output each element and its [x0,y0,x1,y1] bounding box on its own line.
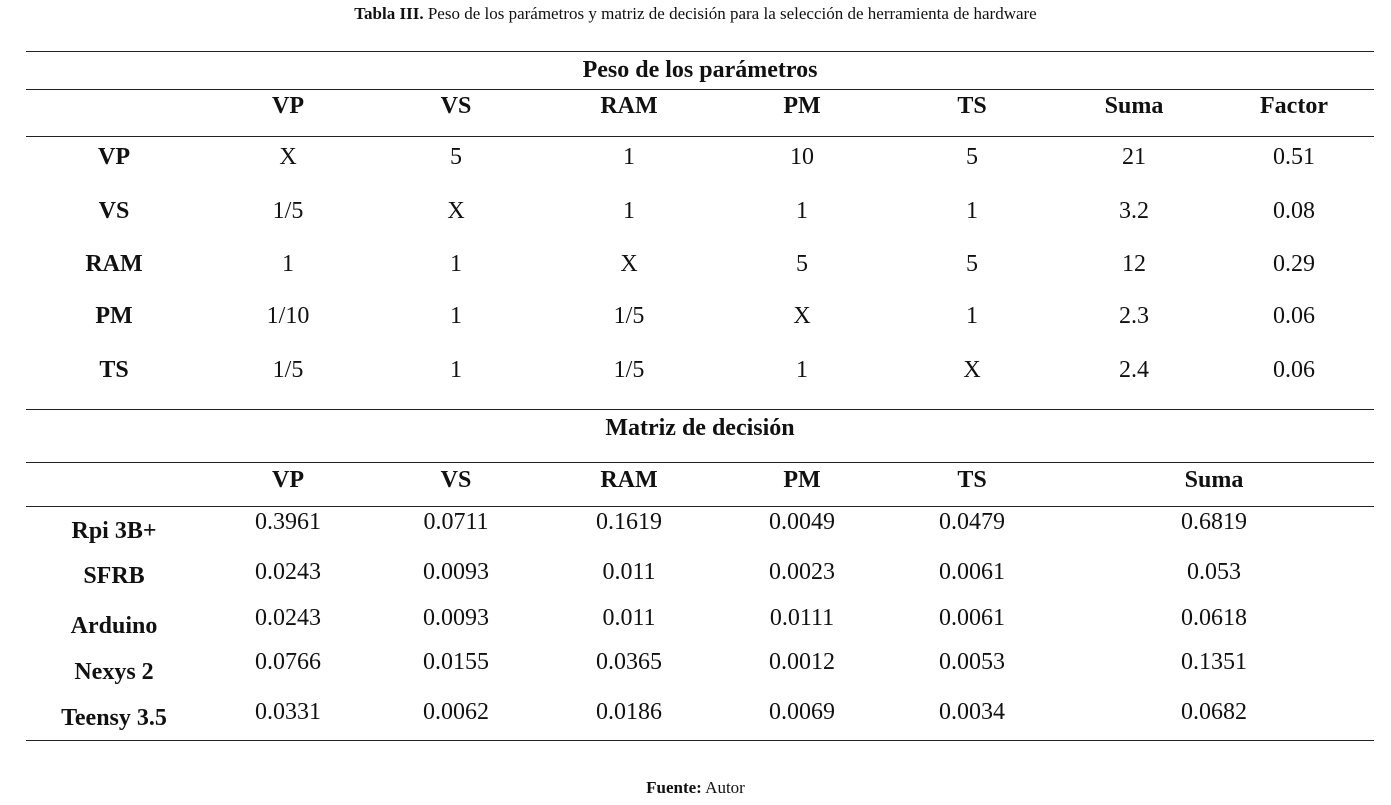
table-cell: 0.011 [602,605,656,631]
table-cell: 1/5 [272,198,304,224]
table-cell: 1 [450,251,462,277]
decision-section-title: Matriz de decisión [605,415,795,441]
table-cell: 0.0049 [769,509,835,535]
table-source [0,778,1391,798]
table-cell: 0.08 [1273,198,1315,224]
decision-header-cell: VP [272,467,304,493]
table-cell: 1 [623,144,635,170]
table-cell: 10 [790,144,814,170]
table-cell: 3.2 [1119,198,1149,224]
row-label: Teensy 3.5 [61,705,167,731]
table-cell: 0.0243 [255,559,321,585]
source-label: Fuente: [646,778,702,797]
decision-title-rule [26,462,1374,463]
table-cell: X [279,144,297,170]
table-cell: 0.0061 [939,605,1005,631]
decision-header-cell: VS [440,467,472,493]
table-cell: 0.011 [602,559,656,585]
table-cell: 1 [796,198,808,224]
decision-top-rule [26,409,1374,410]
table-cell: 0.0093 [423,605,489,631]
caption-text: Peso de los parámetros y matriz de decisión para la selección de herramienta de hardware [427,4,1037,23]
table-cell: 1/5 [613,303,645,329]
top-rule [26,51,1374,52]
weights-section-title: Peso de los parámetros [582,57,818,83]
decision-header-cell: Suma [1184,467,1244,493]
table-cell: 0.1351 [1181,649,1247,675]
weights-header-cell: TS [957,93,987,119]
table-cell: 0.0012 [769,649,835,675]
bottom-rule [26,740,1374,741]
table-cell: 0.0186 [596,699,662,725]
table-cell: 2.4 [1119,357,1149,383]
row-label: VP [98,144,130,170]
table-cell: X [963,357,981,383]
table-cell: 1 [282,251,294,277]
row-label: Nexys 2 [74,659,154,685]
table-cell: 1 [450,303,462,329]
caption-label: Tabla III. [354,4,424,23]
table-cell: 5 [966,251,978,277]
table-cell: 0.053 [1187,559,1241,585]
table-cell: 1 [623,198,635,224]
row-label: VS [98,198,130,224]
table-cell: 0.0069 [769,699,835,725]
table-cell: 12 [1122,251,1146,277]
weights-header-cell: Factor [1260,93,1328,119]
table-cell: 0.0365 [596,649,662,675]
table-cell: 1 [796,357,808,383]
table-cell: 0.0711 [423,509,489,535]
table-cell: 0.0093 [423,559,489,585]
table-cell: 0.0023 [769,559,835,585]
table-cell: 1/5 [613,357,645,383]
decision-header-cell: TS [957,467,987,493]
table-cell: 1 [966,198,978,224]
table-cell: 5 [966,144,978,170]
row-label: Rpi 3B+ [71,518,157,544]
weights-title-rule [26,89,1374,90]
table-cell: 0.0111 [769,605,835,631]
table-cell: 0.0331 [255,699,321,725]
table-cell: X [447,198,465,224]
table-cell: 0.29 [1273,251,1315,277]
table-caption [0,4,1391,24]
weights-header-cell: PM [783,93,821,119]
table-cell: 0.0479 [939,509,1005,535]
weights-header-cell: RAM [600,93,658,119]
table-cell: 0.51 [1273,144,1315,170]
table-cell: 0.0618 [1181,605,1247,631]
table-cell: 0.0034 [939,699,1005,725]
row-label: PM [95,303,133,329]
table-cell: 2.3 [1119,303,1149,329]
table-cell: 0.3961 [255,509,321,535]
table-cell: 1 [966,303,978,329]
weights-header-cell: VP [272,93,304,119]
table-cell: X [793,303,811,329]
row-label: SFRB [83,563,145,589]
table-cell: 1/10 [266,303,310,329]
row-label: RAM [85,251,143,277]
table-cell: X [620,251,638,277]
table-cell: 0.0053 [939,649,1005,675]
table-cell: 1/5 [272,357,304,383]
table-cell: 0.0766 [255,649,321,675]
table-cell: 0.06 [1273,357,1315,383]
weights-header-rule [26,136,1374,137]
table-cell: 0.0155 [423,649,489,675]
decision-header-cell: PM [783,467,821,493]
source-text: Autor [705,778,745,797]
table-cell: 0.06 [1273,303,1315,329]
row-label: Arduino [70,613,158,639]
row-label: TS [99,357,129,383]
table-cell: 0.0682 [1181,699,1247,725]
table-cell: 5 [450,144,462,170]
weights-header-cell: VS [440,93,472,119]
weights-header-cell: Suma [1104,93,1164,119]
table-cell: 5 [796,251,808,277]
table-cell: 0.1619 [596,509,662,535]
table-cell: 0.0061 [939,559,1005,585]
table-cell: 1 [450,357,462,383]
table-cell: 0.0062 [423,699,489,725]
decision-header-rule [26,506,1374,507]
table-cell: 0.0243 [255,605,321,631]
table-cell: 21 [1122,144,1146,170]
table-cell: 0.6819 [1181,509,1247,535]
decision-header-cell: RAM [600,467,658,493]
